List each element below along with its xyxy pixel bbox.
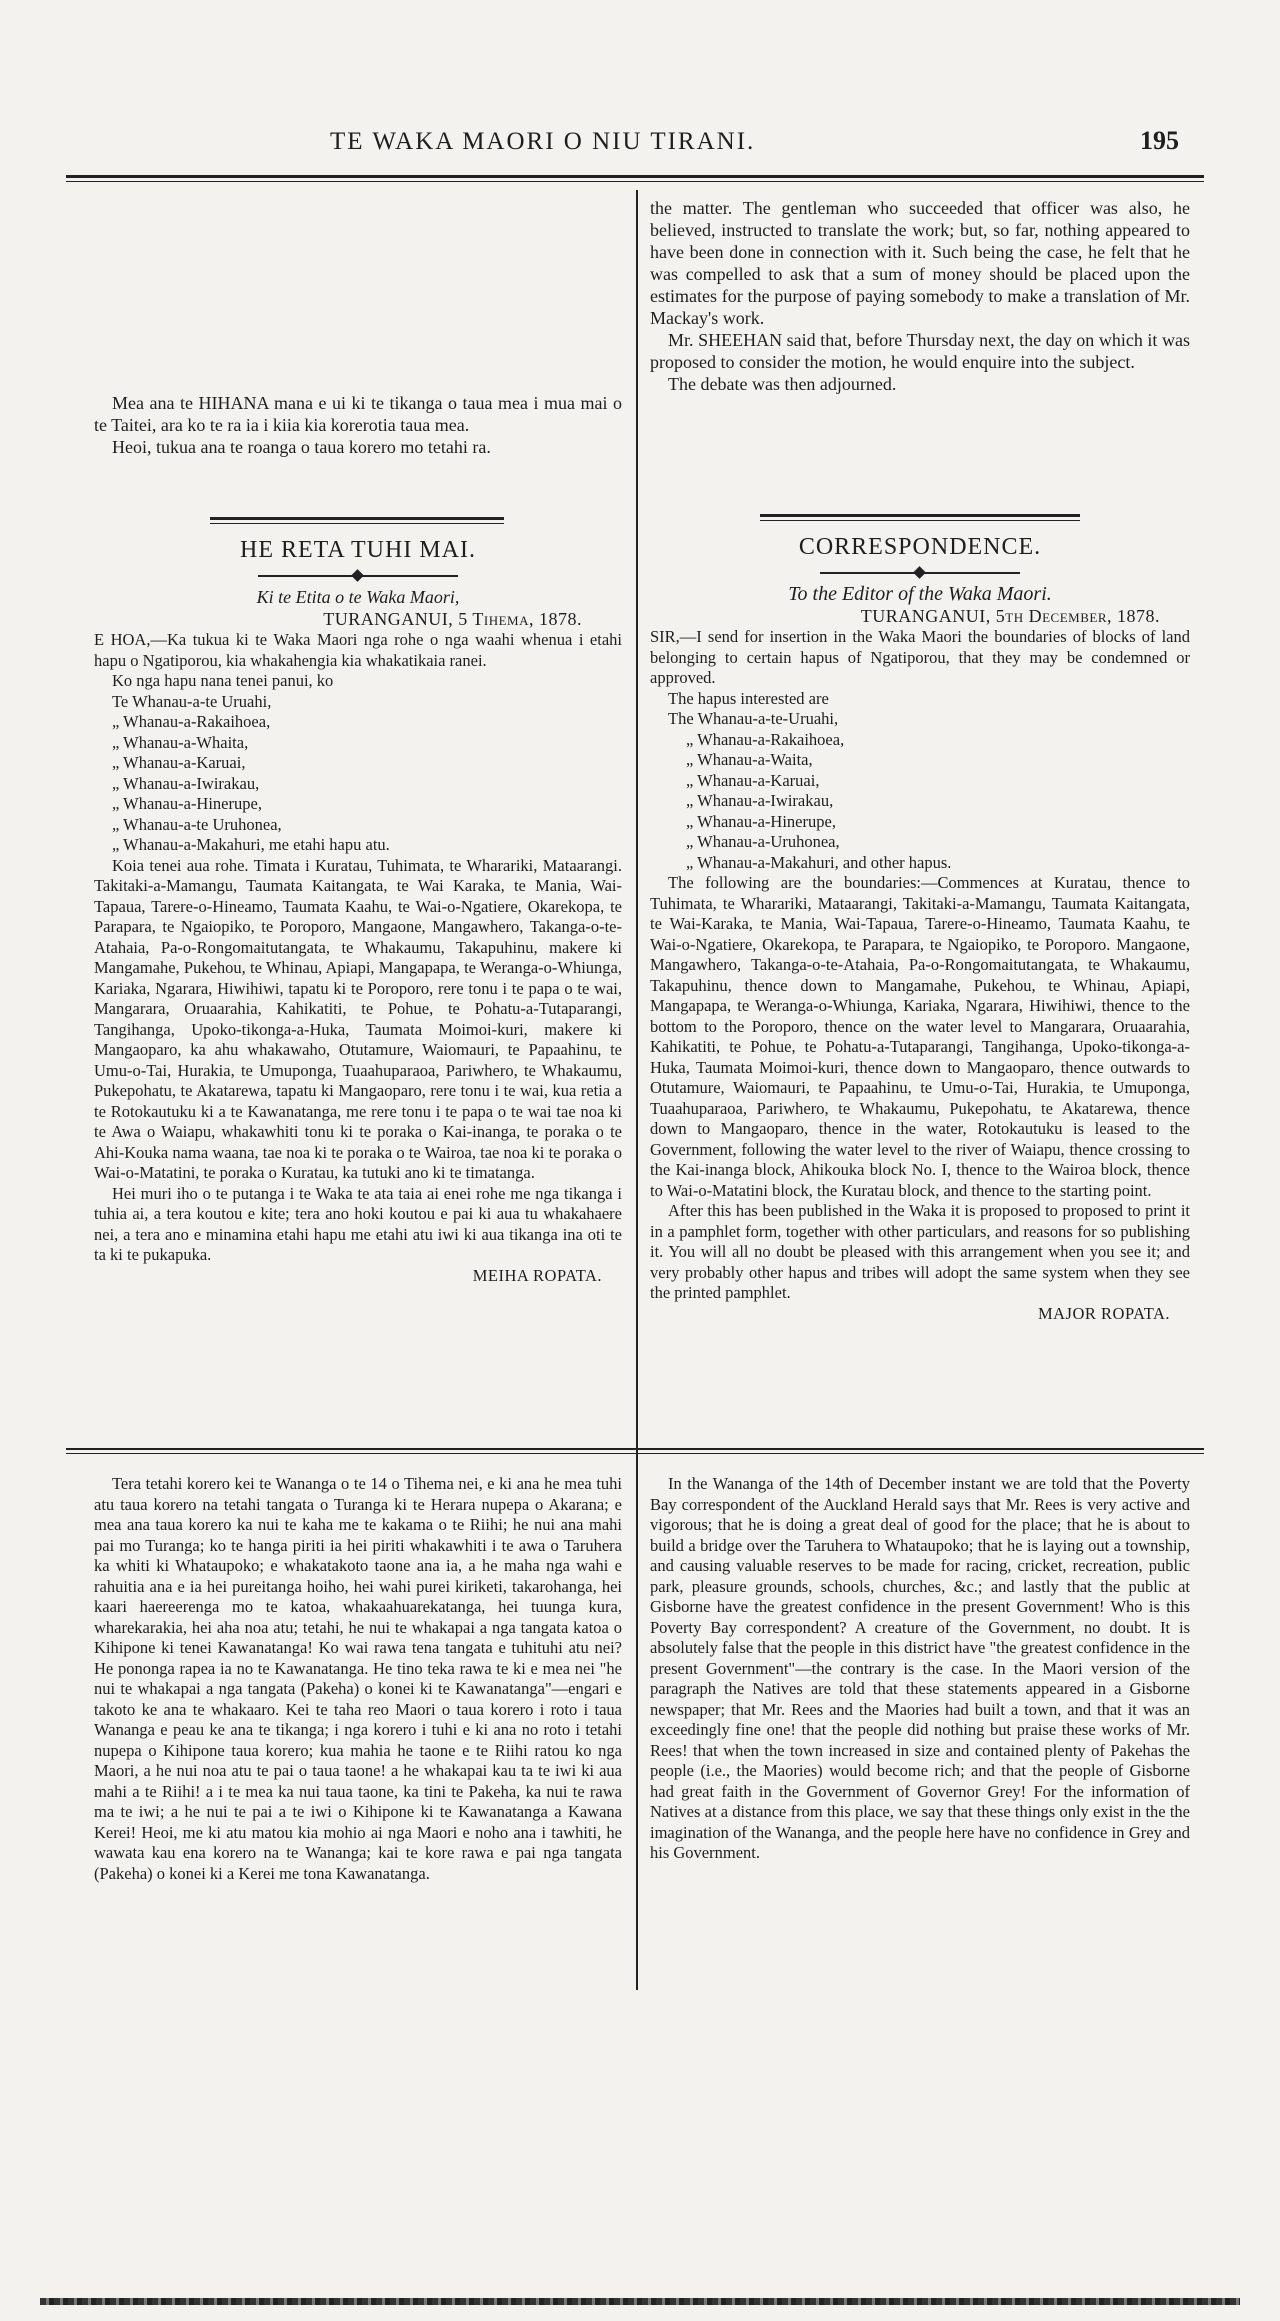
left-editorial: [94, 1474, 622, 1884]
right-top-block: [650, 197, 1190, 395]
boundaries-paragraph: Koia tenei aua rohe. Timata i Kuratau, Tuhimata, te Wharariki, Mataarangi. Takitaki-a-Mamangu, Taumata Kaitangata, te Wai Karaka, te Mania, Wai-Tapaua, Tarere-o-Hineamo, Taumata Kaahu, te Wai-o-Ngatiere, Okarekopa, te Parapara, te Ngaiopiko, te Poroporo, Mangaone, Mangawhero, Takanga-o-te-Atahaia, Pa-o-Rongomaitutangata, te Whakaumu, Takapuhinu, makere ki Mangamahe, Pukehou, te Whinau, Apiapi, Mangapapa, te Weranga-o-Whiunga, Kariaka, Ngarara, Hiwihiwi, tapatu ki te Poroporo, rere tonu i te papa o te wai, Mangarara, Oruaarahia, Kahikatiti, te Pohue, te Pohatu-a-Tutaparangi, Tangihanga, Upoko-tikonga-a-Huka, Taumata Moimoi-kuri, makere ki Mangaoparo, ka ahu whakawaho, Otutamure, Waiomauri, te Papaahinu, te Umu-o-Tai, Hurakia, te Umuponga, Tuaahuparaoa, Pariwhero, te Whakaumu, Pukepohatu, te Akatarewa, tapatu ki Mangaoparo, rere tonu i te wai, kua retia a te Rotokautuku ki a te Kawanatanga, me rere tonu i te papa o te wai tae noa ki te Awa o Waiapu, whakawhiti tonu ki te poraka o Kai-inanga, te poraka o te Ahi-Kouka nama waana, tae noa ki te poraka o te Wairoa, tae noa ki te poraka o Wai-o-Matatini, te poraka o Kuratau, ka tutuki ano ki te timatanga.: [94, 855, 622, 1182]
closing-paragraph: After this has been published in the Waka it is proposed to proposed to print it in a pamphlet form, together with other particulars, and reasons for so publishing it. You will all no doubt be pleased with this arrangement when you see it; and very probably other hapus and tribes will adopt the same system when they see the printed pamphlet.: [650, 1201, 1190, 1302]
list-item: „ Whanau-a-Hinerupe,: [112, 794, 262, 813]
page-number: 195: [1140, 126, 1179, 155]
left-letter: [94, 537, 622, 1286]
heading-divider: [820, 567, 1020, 579]
right-letter: [650, 534, 1190, 1324]
paragraph: Mea ana te HIHANA mana e ui ki te tikanga o taua mea i mua mai o te Taitei, ara ko te ra ia i kiia kia korerotia taua mea.: [94, 393, 622, 435]
right-editorial: [650, 1474, 1190, 1864]
list-item: „ Whanau-a-Karuai,: [112, 753, 246, 772]
list-intro: Ko nga hapu nana tenei panui, ko: [112, 671, 334, 690]
section-rule: [210, 517, 504, 520]
editorial-paragraph: In the Wananga of the 14th of December instant we are told that the Poverty Bay correspondent of the Auckland Herald says that Mr. Rees is very active and vigorous; that he is doing a great deal of good for the place; that he is about to build a bridge over the Taruhera to Whataupoko; that he is laying out a township, and causing valuable reserves to be made for racing, cricket, recreation, public park, pleasure grounds, schools, churches, &c.; and lastly that the public at Gisborne have the greatest confidence in the present Government! Who is this Poverty Bay correspondent? A creature of the Government, no doubt. It is absolutely false that the people in this district have "the greatest confidence in the present Government"—the contrary is the case. In the Maori version of the paragraph the Natives are told that these statements appeared in a Gisborne newspaper; that Mr. Rees and the Maories had built a town, and that it was an exceedingly fine one! that the people did nothing but praise these works of Mr. Rees! that when the town increased in size and contained plenty of Pakehas the people (i.e., the Maories) would become rich; and that the people of Gisborne had great faith in the Government of Governor Grey! For the information of Natives at a distance from this place, we say that these things only exist in the the imagination of the Wananga, and the people here have no confidence in Grey and his Government.: [650, 1474, 1190, 1862]
section-heading: HE RETA TUHI MAI.: [240, 537, 476, 563]
signature: MAJOR ROPATA.: [1037, 1303, 1170, 1323]
opening: E HOA,—Ka tukua ki te Waka Maori nga rohe o nga waahi whenua i etahi hapu o Ngatiporou, kia whakahengia kia whakatikaia ranei.: [94, 630, 622, 670]
list-item: „ Whanau-a-Iwirakau,: [112, 773, 260, 793]
list-item: „ Whanau-a-Rakaihoea,: [112, 712, 271, 731]
left-top-block: [94, 392, 622, 458]
middle-rule: [66, 1448, 1204, 1450]
section-rule-thin: [760, 520, 1080, 521]
list-item: „ Whanau-a-te Uruhonea,: [112, 814, 282, 834]
closing-paragraph: Hei muri iho o te putanga i te Waka te ata taia ai enei rohe me nga tikanga i tuhia ai, a tera koutou e kite; tera ano hoki koutou e pai ki aua tu whakahaere nei, a tera ano e minamina etahi hapu me etahi atu iwi ki aua tikanga ina oti te ta ki te pukapuka.: [94, 1183, 622, 1264]
hapu-list: [650, 709, 1190, 873]
list-item: „ Whanau-a-Waita,: [686, 750, 813, 769]
section-rule-thin: [210, 523, 504, 524]
list-item: „ Whanau-a-Rakaihoea,: [686, 729, 845, 749]
salutation: To the Editor of the Waka Maori.: [788, 583, 1052, 605]
paragraph: Heoi, tukua ana te roanga o taua korero mo tetahi ra.: [112, 437, 491, 457]
list-item: „ Whanau-a-Makahuri, me etahi hapu atu.: [112, 835, 390, 854]
list-item: „ Whanau-a-Uruhonea,: [686, 832, 840, 851]
opening: SIR,—I send for insertion in the Waka Maori the boundaries of blocks of land belonging to certain hapus of Ngatiporou, that they may be condemned or approved.: [650, 627, 1190, 687]
list-item: The Whanau-a-te-Uruahi,: [668, 709, 839, 728]
section-heading: CORRESPONDENCE.: [798, 534, 1042, 560]
paragraph: Mr. SHEEHAN said that, before Thursday next, the day on which it was proposed to consider the motion, he would enquire into the subject.: [650, 330, 1190, 372]
list-item: „ Whanau-a-Hinerupe,: [686, 811, 836, 831]
running-head: TE WAKA MAORI O NIU TIRANI.: [330, 128, 756, 155]
place-date: TURANGANUI, 5th December, 1878.: [860, 606, 1160, 626]
section-rule: [760, 514, 1080, 517]
column-divider: [636, 190, 638, 1990]
editorial-paragraph: Tera tetahi korero kei te Wananga o te 14 o Tihema nei, e ki ana he mea tuhi atu taua korero na tetahi tangata o Turanga ki te Herara nupepa o Akarana; e mea ana taua korero ka nui te kaha me te kakama o te Riihi; he nui ana mahi pai mo Turanga; ko te hanga piriti ia hei piriti whakawhiti i te awa o Taruhera ka whiti ki Whataupoko; e whakatakoto taone ana ia, a he maha nga wahi e rahuitia ana e ia hei pureitanga hoiho, hei wahi purei kiriketi, takarohanga, hei kaari haereerenga mo te katoa, whakaahuarekatanga, hei tuunga kura, wharekarakia, hei aha noa atu; tetahi, he nui te whakapai a nga tangata katoa o Kihipone ki tenei Kawanatanga! Ko wai rawa tena tangata e tuhituhi atu nei? He pononga rapea ia no te Kawanatanga. He tino teka rawa te ki e mea nei "he nui te whakapai a nga tangata (Pakeha) o konei ki te Kawanatanga"—engari e takoto ke ana te whakaaro. Kei te taha reo Maori o taua korero i roto i taua Wananga e peau ke ana te tikanga; i nga korero i tuhi e ki ana no roto i tetahi nupepa o Kihipone taua korero; kua mahia he taone e te Riihi ratou ko nga Maori, a he nui noa atu te pai o taua taone! a he whakapai kau ta te iwi ki aua mahi a te Riihi! a i te mea ka nui taua taone, ka tini te Pakeha, ka nui te rawa ma te iwi; a he nui te pai a te iwi o Kihipone ki te Kawanatanga a Kawana Kerei! Heoi, me ki atu matou kia mohio ai nga Maori e noho ana i tawhiti, he wawata kau ena korero na te Wananga; kai te kore rawa e pai nga tangata (Pakeha) o konei ki a Kerei me tona Kawanatanga.: [94, 1474, 622, 1883]
list-item: „ Whanau-a-Iwirakau,: [686, 791, 834, 810]
bottom-border: [40, 2298, 1240, 2305]
paragraph: The debate was then adjourned.: [668, 374, 897, 394]
list-intro: The hapus interested are: [668, 688, 829, 708]
header-rule: [66, 175, 1204, 178]
list-item: „ Whanau-a-Makahuri, and other hapus.: [686, 852, 952, 872]
place-date: TURANGANUI, 5 Tihema, 1878.: [323, 609, 582, 629]
paragraph: the matter. The gentleman who succeeded that officer was also, he believed, instructed to translate the work; but, so far, nothing appeared to have been done in connection with it. Such being the case, he felt that he was compelled to ask that a sum of money should be placed upon the estimates for the purpose of paying somebody to make a translation of Mr. Mackay's work.: [650, 198, 1190, 328]
list-item: „ Whanau-a-Whaita,: [112, 732, 249, 752]
list-item: Te Whanau-a-te Uruahi,: [112, 691, 272, 711]
signature: MEIHA ROPATA.: [472, 1265, 602, 1285]
heading-divider: [258, 570, 458, 582]
salutation: Ki te Etita o te Waka Maori,: [256, 587, 460, 607]
hapu-list: [94, 692, 622, 856]
middle-rule-thin: [66, 1453, 1204, 1454]
boundaries-paragraph: The following are the boundaries:—Commences at Kuratau, thence to Tuhimata, te Wharariki, Mataarangi, Takitaki-a-Mamangu, Taumata Kaitangata, te Wai-Karaka, te Mania, Wai-Tapaua, Tarere-o-Hineamo, Taumata Kaahu, te Wai-o-Ngatiere, Okarekopa, te Parapara, te Ngaiopiko, te Poroporo. Mangaone, Mangawhero, Takanga-o-te-Atahaia, Pa-o-Rongomaitutangata, te Whakaumu, Takapuhinu, thence down to Mangamahe, Pukehou, te Whinau, Apiapi, Mangapapa, te Weranga-o-Whiunga, Kariaka, Ngarara, Hiwihiwi, thence to the bottom to the Poroporo, thence on the water level to Mangarara, Oruaarahia, Kahikatiti, te Pohue, te Pohatu-a-Tutaparangi, Tangihanga, Upoko-tikonga-a-Huka, Taumata Moimoi-kuri, thence down to Mangaoparo, thence outwards to Otutamure, Waiomauri, te Papaahinu, te Umu-o-Tai, Hurakia, te Umuponga, Tuaahuparaoa, Pariwhero, te Whakaumu, Pukepohatu, te Akatarewa, thence down to Mangaoparo, thence in the water, Rotokautuku is leased to the Government, following the water level to the river of Waiapu, thence crossing to the Kai-inanga block, Ahikouka block No. I, thence to the Wairoa block, thence to Wai-o-Matatini block, the Kuratau block, and thence to the starting point.: [650, 873, 1190, 1200]
header-rule-thin: [66, 181, 1204, 182]
list-item: „ Whanau-a-Karuai,: [686, 770, 820, 790]
